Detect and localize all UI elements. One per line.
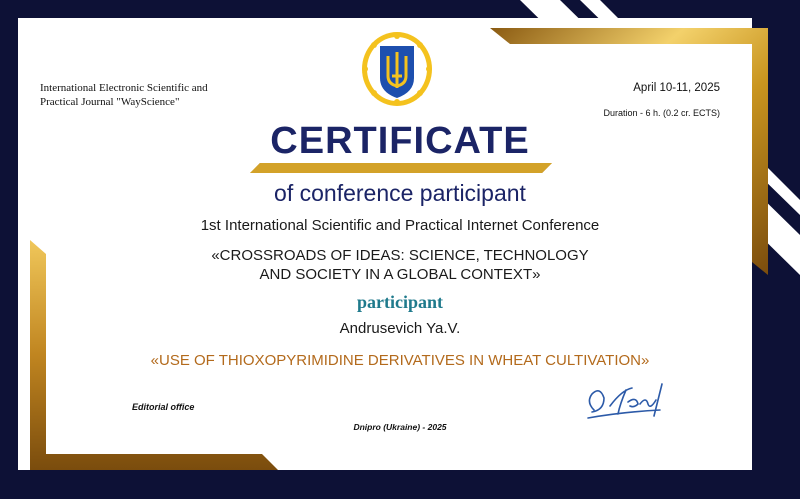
place-and-year: Dnipro (Ukraine) - 2025 — [353, 422, 447, 432]
certificate-title: CERTIFICATE — [270, 120, 530, 162]
paper-title: «USE OF THIOXOPYRIMIDINE DERIVATIVES IN WHEAT CULTIVATION» — [150, 352, 650, 369]
certificate-subtitle: of conference participant — [274, 180, 526, 206]
event-duration: Duration - 6 h. (0.2 cr. ECTS) — [603, 108, 720, 118]
conference-theme-line-1: «CROSSROADS OF IDEAS: SCIENCE, TECHNOLOGY — [211, 247, 589, 264]
journal-line-2: Practical Journal "WayScience" — [40, 96, 180, 108]
signature-icon — [582, 380, 682, 422]
title-underline — [250, 163, 552, 173]
editorial-office-label: Editorial office — [132, 402, 195, 412]
journal-name — [40, 81, 260, 109]
journal-line-1: International Electronic Scientific and — [40, 82, 208, 94]
event-date: April 10-11, 2025 — [633, 82, 720, 94]
conference-name: 1st International Scientific and Practical Internet Conference — [200, 217, 600, 234]
conference-theme-line-2: AND SOCIETY IN A GLOBAL CONTEXT» — [259, 266, 541, 283]
participant-role: participant — [356, 292, 443, 312]
ukraine-trident-emblem-icon — [360, 30, 434, 108]
conference-theme — [0, 246, 800, 284]
participant-name: Andrusevich Ya.V. — [339, 320, 461, 337]
